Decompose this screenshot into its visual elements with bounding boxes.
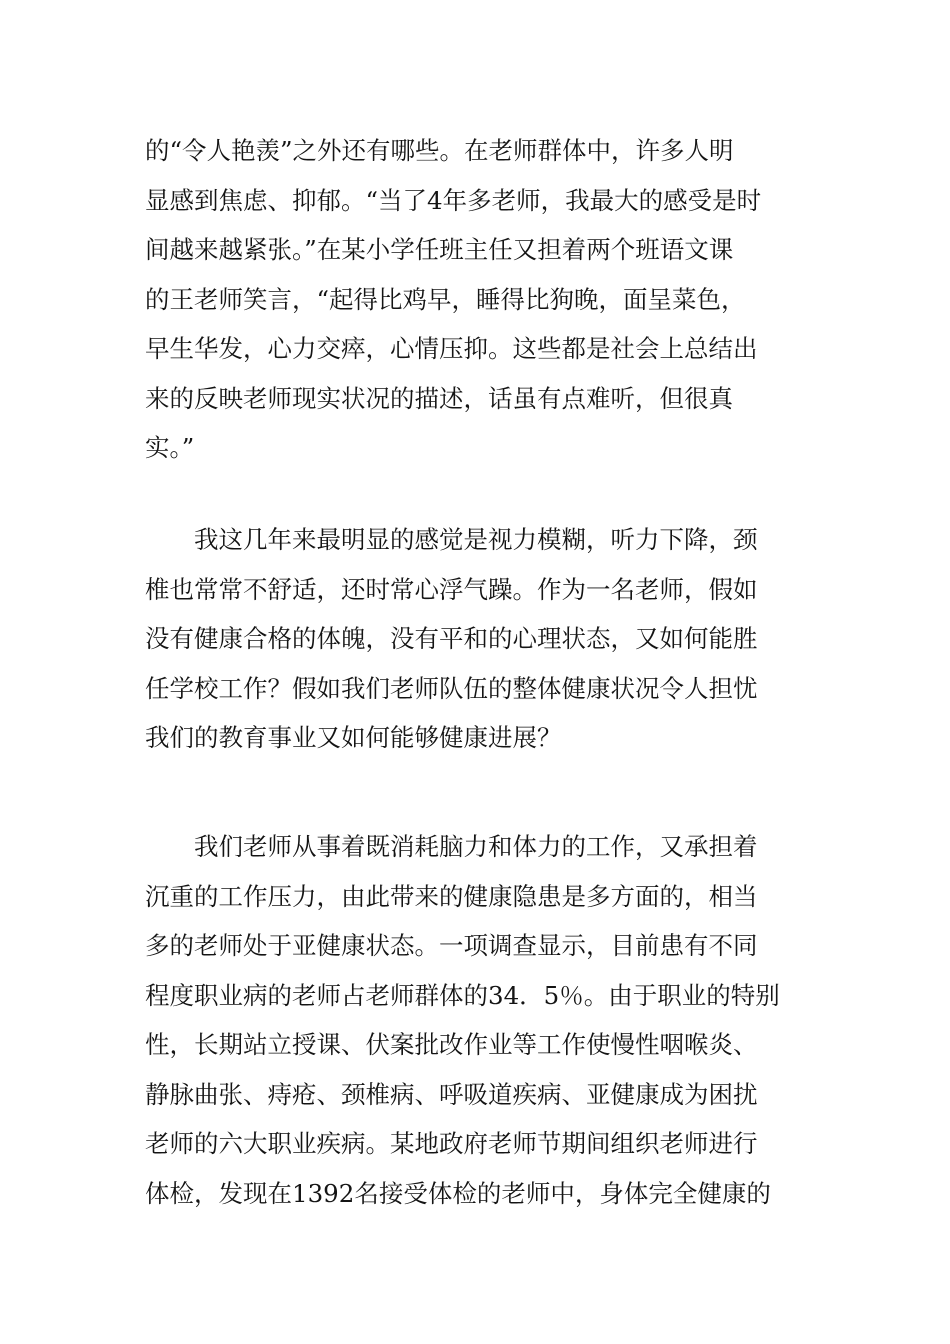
text-line: 性，长期站立授课、伏案批改作业等工作使慢性咽喉炎、: [145, 1030, 758, 1059]
text-line: 的王老师笑言，“起得比鸡早，睡得比狗晚，面呈菜色，: [145, 284, 746, 314]
text-line: 没有健康合格的体魄，没有平和的心理状态，又如何能胜: [145, 624, 758, 653]
text-line: 沉重的工作压力，由此带来的健康隐患是多方面的，相当: [145, 881, 758, 911]
text-line: 显感到焦虑、抑郁。“当了4年多老师，我最大的感受是时: [145, 185, 762, 215]
text-line: 任学校工作？假如我们老师队伍的整体健康状况令人担忧: [145, 673, 758, 703]
text-line: 体检，发现在1392名接受体检的老师中，身体完全健康的: [145, 1178, 771, 1208]
text-line: 多的老师处于亚健康状态。一项调查显示，目前患有不同: [145, 931, 758, 960]
text-line: 我这几年来最明显的感觉是视力模糊，听力下降，颈: [194, 525, 758, 554]
text-line: 早生华发，心力交瘁，心情压抑。这些都是社会上总结出: [145, 334, 758, 363]
paragraph-2: [145, 515, 815, 763]
text-line: 的“令人艳羡”之外还有哪些。在老师群体中，许多人明: [145, 136, 734, 165]
text-line: 我们老师从事着既消耗脑力和体力的工作，又承担着: [194, 832, 758, 861]
text-line: 来的反映老师现实状况的描述，话虽有点难听，但很真: [145, 383, 733, 413]
text-line: 我们的教育事业又如何能够健康进展？: [145, 723, 562, 752]
text-line: 椎也常常不舒适，还时常心浮气躁。作为一名老师，假如: [145, 574, 758, 604]
text-line: 实。”: [145, 433, 195, 462]
text-line: 老师的六大职业疾病。某地政府老师节期间组织老师进行: [145, 1129, 758, 1158]
text-line: 程度职业病的老师占老师群体的34．5％。由于职业的特别: [145, 980, 780, 1010]
text-line: 间越来越紧张。”在某小学任班主任又担着两个班语文课: [145, 235, 734, 264]
text-line: 静脉曲张、痔疮、颈椎病、呼吸道疾病、亚健康成为困扰: [145, 1079, 758, 1109]
paragraph-3: [145, 822, 815, 1218]
paragraph-1: [145, 126, 815, 473]
